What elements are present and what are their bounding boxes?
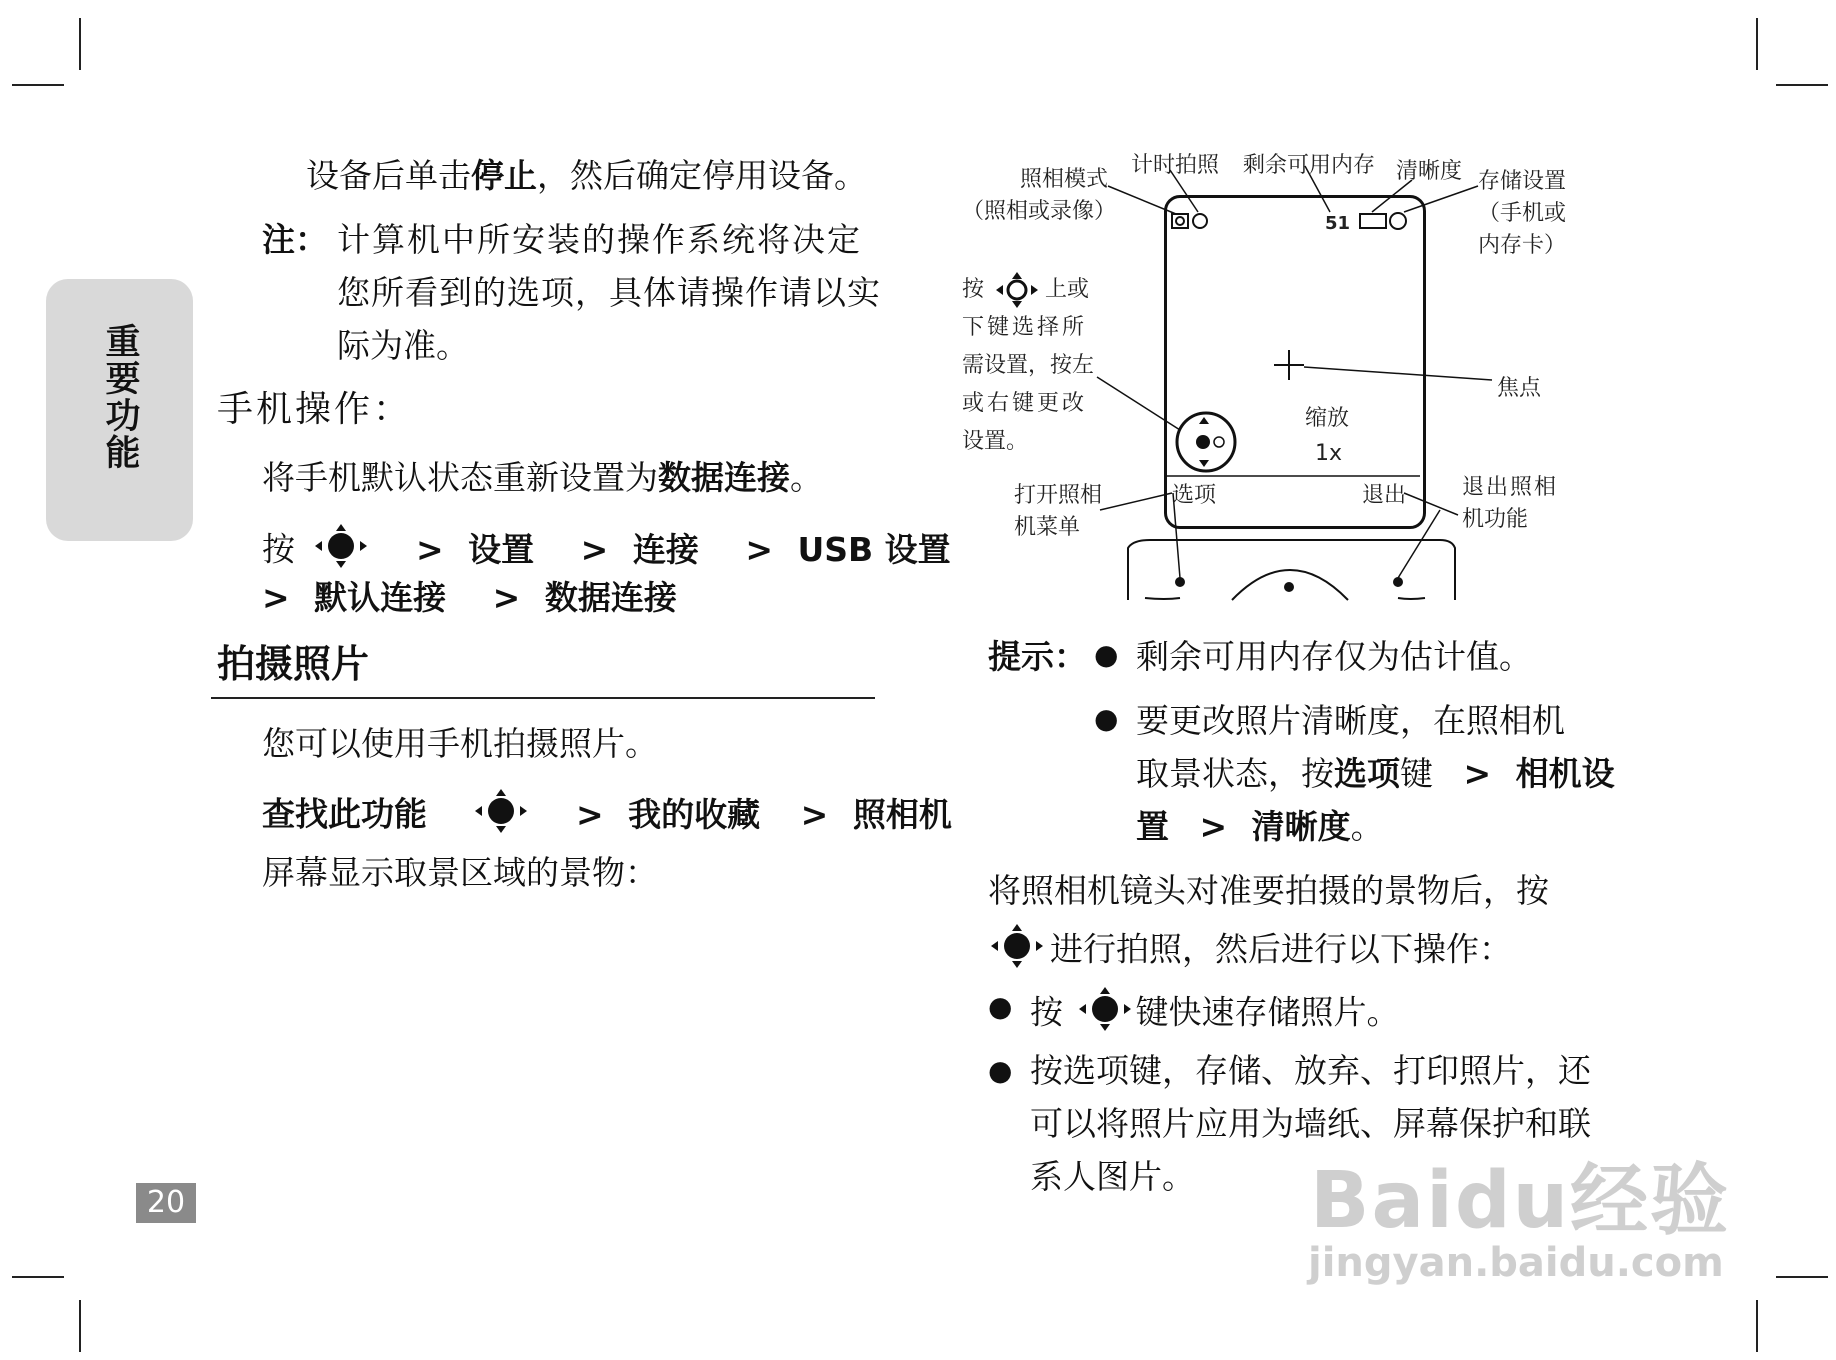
nav-key-icon (1076, 985, 1134, 1043)
action-item (1030, 985, 1400, 1043)
label-press-nav: 按 (962, 277, 985, 302)
tip-item: 要更改照片清晰度，在照相机 (1136, 701, 1565, 740)
bullet: ● (1094, 702, 1119, 735)
bold-text: 停止 (471, 156, 537, 195)
path-separator: > (1199, 807, 1228, 846)
label-open-menu: 打开照相 (1014, 483, 1103, 508)
timer-icon (1193, 214, 1207, 228)
note-label: 注： (262, 220, 328, 259)
right-soft-key (1393, 577, 1403, 587)
action-item: 按选项键，存储、放弃、打印照片，还 (1030, 1051, 1591, 1090)
text: 将手机默认状态重新设置为 (262, 458, 658, 497)
chapter-side-tab-label: 重要功能 (100, 323, 140, 471)
intro-text: 您可以使用手机拍摄照片。 (262, 724, 658, 763)
nav-key-icon (988, 922, 1046, 980)
path-separator: > (262, 578, 290, 617)
label-exit-camera: 退出照相 (1462, 475, 1559, 500)
page-number: 20 (136, 1183, 196, 1223)
label-storage: （手机或 (1478, 201, 1567, 226)
path-item: 默认连接 (314, 578, 447, 617)
text: 取景状态，按 (1136, 754, 1334, 793)
label-remaining-memory: 剩余可用内存 (1243, 153, 1376, 178)
label-exit-camera: 机功能 (1462, 507, 1529, 532)
note-line: 际为准。 (337, 326, 469, 365)
watermark-logo: Baidu经验 (1310, 1156, 1731, 1246)
label-nav-instruction: 需设置，按左 (962, 353, 1095, 378)
action-item: 可以将照片应用为墙纸、屏幕保护和联 (1030, 1104, 1591, 1143)
watermark-url: jingyan.baidu.com (1308, 1240, 1724, 1286)
label-focus: 焦点 (1497, 376, 1542, 401)
label-open-menu: 机菜单 (1014, 515, 1081, 540)
tip-item: 剩余可用内存仅为估计值。 (1136, 637, 1532, 676)
text: 按 (262, 529, 295, 569)
text: 进行拍照，然后进行以下操作： (1050, 929, 1512, 969)
path-item: 清晰度 (1251, 807, 1351, 846)
section-title: 拍摄照片 (217, 642, 370, 686)
bullet: ● (988, 1054, 1013, 1087)
label-clarity: 清晰度 (1396, 159, 1463, 184)
path-separator: > (580, 529, 609, 569)
bullet: ● (1094, 638, 1119, 671)
label-storage: 内存卡） (1478, 233, 1567, 258)
left-soft-key (1175, 577, 1185, 587)
label-camera-mode-sub: （照相或录像） (962, 199, 1117, 224)
storage-icon (1390, 213, 1406, 229)
path-separator: > (800, 794, 829, 834)
label-nav-instruction: 设置。 (962, 429, 1029, 454)
path-item: 我的收藏 (628, 794, 761, 834)
nav-hint-icon (996, 272, 1038, 308)
bold-text: 选项 (1334, 754, 1400, 793)
label-press-nav: 上或 (1045, 277, 1090, 302)
softkey-exit: 退出 (1362, 483, 1407, 508)
text: 设备后单击 (306, 156, 471, 195)
label-timer: 计时拍照 (1131, 153, 1220, 178)
aim-paragraph-line-2 (988, 922, 1512, 980)
softkey-options: 选项 (1172, 483, 1217, 508)
path-item: 置 (1136, 807, 1169, 846)
label-zoom: 缩放 (1305, 406, 1350, 431)
text: 。 (1350, 807, 1384, 846)
path-separator: > (745, 529, 773, 569)
phone-op-heading: 手机操作： (217, 389, 413, 430)
zoom-value: 1x (1315, 441, 1343, 466)
path-item: 数据连接 (544, 578, 677, 617)
bold-text: 数据连接 (658, 458, 790, 497)
clarity-icon (1360, 214, 1386, 228)
note-line: 您所看到的选项，具体请操作请以实 (337, 273, 881, 312)
text: ，然后确定停用设备。 (537, 156, 867, 195)
label-nav-instruction: 下键选择所 (962, 315, 1088, 340)
note-line: 计算机中所安装的操作系统将决定 (337, 220, 862, 259)
path-separator: > (576, 794, 604, 834)
tip-label: 提示： (988, 637, 1087, 676)
path-item: 设置 (468, 529, 535, 569)
label-nav-instruction: 或右键更改 (962, 391, 1088, 416)
path-separator: > (1463, 754, 1492, 793)
text: 。 (790, 458, 823, 497)
path-separator: > (492, 578, 521, 617)
path-item: 相机设 (1515, 754, 1615, 793)
text: 键快速存储照片。 (1135, 992, 1400, 1032)
remaining-count: 51 (1325, 213, 1351, 234)
screen-description: 屏幕显示取景区域的景物： (262, 853, 658, 892)
label-storage: 存储设置 (1478, 169, 1567, 194)
path-item: 连接 (632, 529, 699, 569)
find-label: 查找此功能 (262, 794, 427, 834)
text: 按 (1030, 992, 1063, 1032)
bullet: ● (988, 990, 1013, 1023)
action-item: 系人图片。 (1030, 1157, 1195, 1196)
tip-item-line (1136, 806, 1384, 848)
label-camera-mode: 照相模式 (1020, 167, 1109, 192)
path-separator: > (416, 529, 444, 569)
tip-item-line (1136, 753, 1615, 795)
text: 键 (1400, 754, 1433, 793)
aim-paragraph: 将照相机镜头对准要拍摄的景物后，按 (988, 871, 1549, 910)
path-item: 照相机 (852, 794, 952, 834)
path-item: USB 设置 (797, 529, 951, 569)
